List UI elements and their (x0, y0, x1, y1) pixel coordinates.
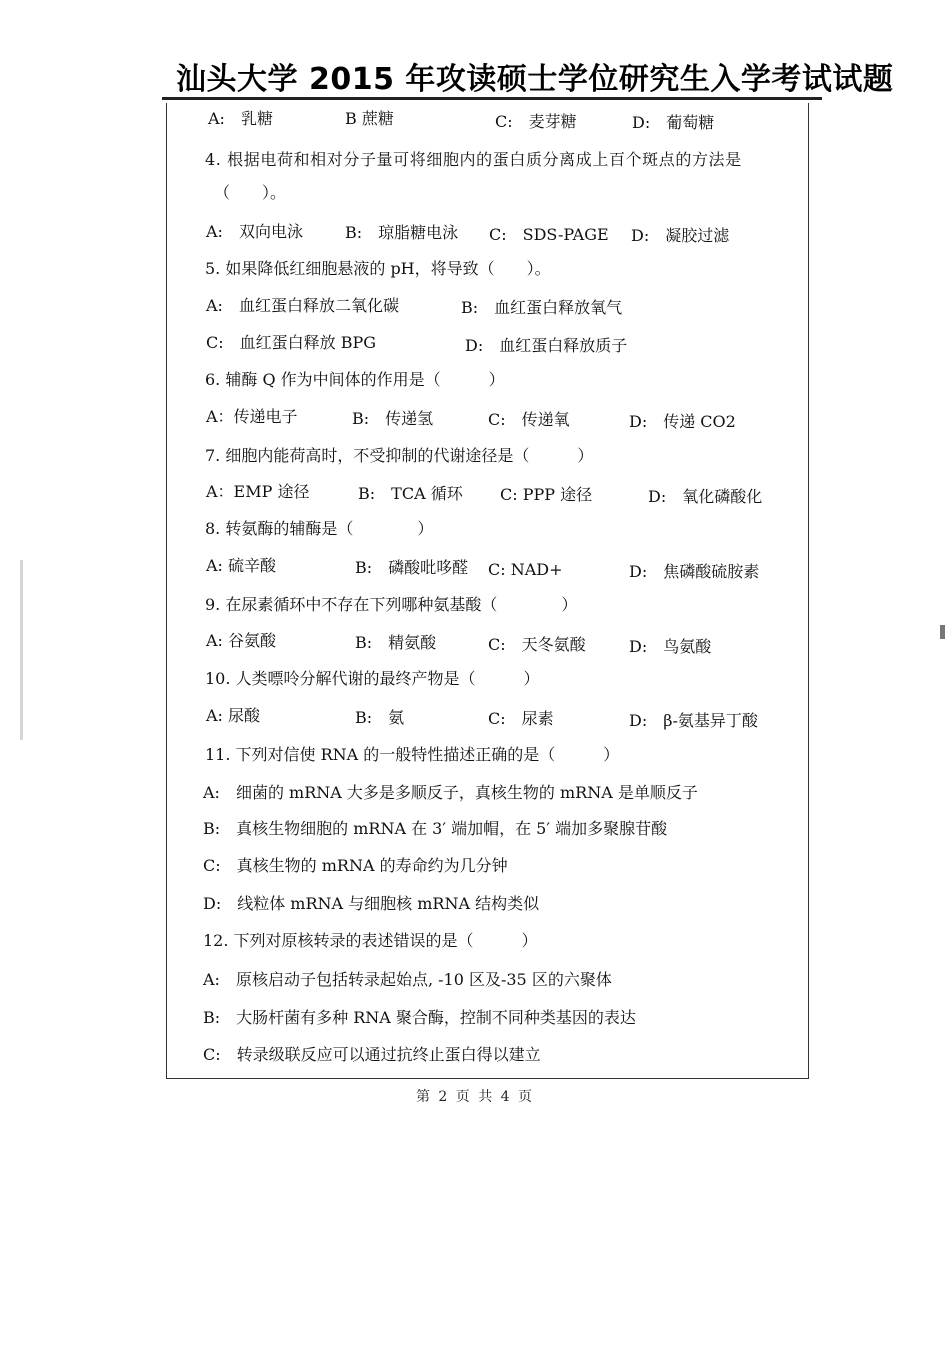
q4-option-d: D: 凝胶过滤 (631, 226, 730, 245)
q3-option-b: B 蔗糖 (345, 109, 394, 128)
question-8: 8. 转氨酶的辅酶是（ ） (205, 519, 434, 538)
exam-title: 汕头大学 2015 年攻读硕士学位研究生入学考试试题 (176, 62, 894, 97)
question-4: 4. 根据电荷和相对分子量可将细胞内的蛋白质分离成上百个斑点的方法是 (205, 150, 742, 169)
scan-edge-shadow (20, 560, 23, 740)
q7-option-d: D: 氧化磷酸化 (648, 487, 763, 506)
question-10: 10. 人类嘌呤分解代谢的最终产物是（ ） (205, 669, 540, 688)
q11-option-b: B: 真核生物细胞的 mRNA 在 3′ 端加帽，在 5′ 端加多聚腺苷酸 (203, 819, 668, 838)
q7-option-c: C: PPP 途径 (500, 485, 593, 504)
q12-option-a: A: 原核启动子包括转录起始点, -10 区及-35 区的六聚体 (203, 970, 612, 989)
q6-option-a: A：传递电子 (206, 407, 298, 426)
q10-option-a: A: 尿酸 (206, 706, 261, 725)
question-9: 9. 在尿素循环中不存在下列哪种氨基酸（ ） (205, 595, 578, 614)
q11-option-a: A: 细菌的 mRNA 大多是多顺反子，真核生物的 mRNA 是单顺反子 (203, 783, 698, 802)
q12-option-b: B: 大肠杆菌有多种 RNA 聚合酶，控制不同种类基因的表达 (203, 1008, 636, 1027)
q5-option-c: C: 血红蛋白释放 BPG (206, 333, 377, 352)
q9-option-a: A: 谷氨酸 (206, 631, 277, 650)
scan-edge-mark (940, 625, 945, 639)
q11-option-d: D: 线粒体 mRNA 与细胞核 mRNA 结构类似 (203, 894, 540, 913)
question-6: 6. 辅酶 Q 作为中间体的作用是（ ） (205, 370, 505, 389)
q9-option-d: D: 鸟氨酸 (629, 637, 712, 656)
question-11: 11. 下列对信使 RNA 的一般特性描述正确的是（ ） (205, 745, 620, 764)
q9-option-b: B: 精氨酸 (355, 633, 437, 652)
title-underline (162, 97, 822, 100)
q4-option-b: B: 琼脂糖电泳 (345, 223, 459, 242)
q7-option-a: A：EMP 途径 (206, 482, 310, 501)
q8-option-a: A: 硫辛酸 (206, 556, 277, 575)
q4-option-c: C: SDS-PAGE (489, 225, 609, 244)
question-7: 7. 细胞内能荷高时，不受抑制的代谢途径是（ ） (205, 446, 594, 465)
q4-option-a: A: 双向电泳 (206, 222, 303, 241)
q3-option-c: C: 麦芽糖 (495, 112, 577, 131)
q7-option-b: B: TCA 循环 (358, 484, 463, 503)
question-4-blank: （ ）。 (214, 183, 287, 202)
q5-option-b: B: 血红蛋白释放氧气 (461, 298, 623, 317)
q8-option-b: B: 磷酸吡哆醛 (355, 558, 469, 577)
question-12: 12. 下列对原核转录的表述错误的是（ ） (203, 931, 538, 950)
q5-option-d: D: 血红蛋白释放质子 (465, 336, 628, 355)
q6-option-c: C: 传递氧 (488, 410, 570, 429)
q6-option-d: D: 传递 CO2 (629, 412, 736, 431)
page-number: 第 2 页 共 4 页 (415, 1089, 535, 1105)
q11-option-c: C: 真核生物的 mRNA 的寿命约为几分钟 (203, 856, 508, 875)
q6-option-b: B: 传递氢 (352, 409, 434, 428)
q3-option-a: A: 乳糖 (208, 109, 273, 128)
question-5: 5. 如果降低红细胞悬液的 pH，将导致（ ）。 (205, 259, 551, 278)
q12-option-c: C: 转录级联反应可以通过抗终止蛋白得以建立 (203, 1045, 541, 1064)
q8-option-d: D: 焦磷酸硫胺素 (629, 562, 760, 581)
q10-option-b: B: 氨 (355, 708, 405, 727)
q8-option-c: C: NAD+ (488, 560, 563, 579)
q5-option-a: A: 血红蛋白释放二氧化碳 (206, 296, 399, 315)
q10-option-c: C: 尿素 (488, 709, 554, 728)
q3-option-d: D: 葡萄糖 (632, 113, 715, 132)
q9-option-c: C: 天冬氨酸 (488, 635, 586, 654)
q10-option-d: D: β-氨基异丁酸 (629, 711, 758, 730)
